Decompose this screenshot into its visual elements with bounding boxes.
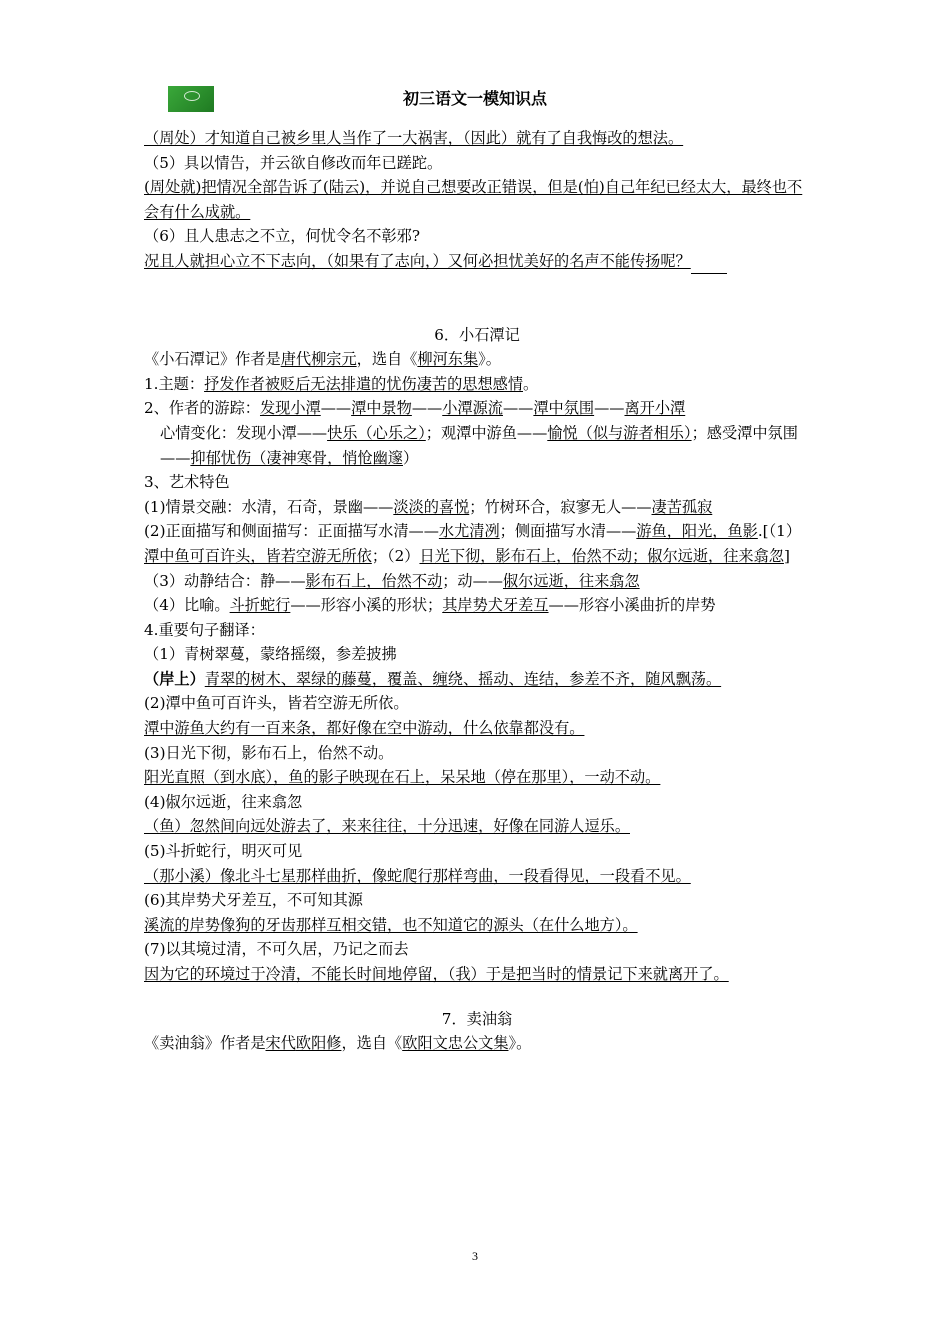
document-body bbox=[144, 126, 810, 1056]
translation-question-2: (2)潭中鱼可百许头，皆若空游无所依。 bbox=[144, 694, 409, 713]
translation-answer-4: （鱼）忽然间向远处游去了，来来往往，十分迅速，好像在同游人逗乐。 bbox=[144, 817, 630, 836]
art-item-2: (2)正面描写和侧面描写：正面描写水清——水尤清冽；侧面描写水清——游鱼，阳光，鱼影.[（1）潭中鱼可百许头，皆若空游无所依；（2）日光下彻，影布石上，佁然不动；俶尔远逝，往来翕忽] bbox=[144, 522, 802, 565]
translation-question-3: (3)日光下彻，影布石上，佁然不动。 bbox=[144, 743, 394, 762]
translation-answer-1: （岸上）青翠的树木、翠绿的藤蔓，覆盖、缠绕、摇动、连结，参差不齐，随风飘荡。 bbox=[144, 669, 722, 688]
section-7-intro: 《卖油翁》作者是宋代欧阳修，选自《欧阳文忠公文集》。 bbox=[144, 1034, 532, 1053]
page-header-title: 初三语文一模知识点 bbox=[402, 89, 547, 108]
translation-question-4: (4)俶尔远逝，往来翕忽 bbox=[144, 792, 303, 811]
section-7-title: 7．卖油翁 bbox=[441, 1009, 513, 1028]
translation-question-1: （1）青树翠蔓，蒙络摇缀，参差披拂 bbox=[144, 645, 397, 664]
prev-answer-5: (周处就)把情况全部告诉了(陆云)，并说自己想要改正错误，但是(怕)自己年纪已经太大，最终也不会有什么成就。 bbox=[144, 178, 803, 221]
art-item-1: (1)情景交融：水清，石奇，景幽——淡淡的喜悦；竹树环合，寂寥无人——凄苦孤寂 bbox=[144, 497, 713, 516]
translation-answer-6: 溪流的岸势像狗的牙齿那样互相交错，也不知道它的源头（在什么地方）。 bbox=[144, 915, 638, 934]
translation-question-5: (5)斗折蛇行，明灭可见 bbox=[144, 842, 303, 861]
prev-translation-line: （周处）才知道自己被乡里人当作了一大祸害，（因此）就有了自我悔改的想法。 bbox=[144, 129, 684, 147]
translation-title: 4.重要句子翻译： bbox=[144, 620, 265, 639]
page-number: 3 bbox=[472, 1249, 478, 1263]
translation-question-6: (6)其岸势犬牙差互，不可知其源 bbox=[144, 891, 363, 910]
section-6-intro: 《小石潭记》作者是唐代柳宗元，选自《柳河东集》。 bbox=[144, 350, 501, 369]
translation-answer-3: 阳光直照（到水底），鱼的影子映现在石上，呆呆地（停在那里），一动不动。 bbox=[144, 768, 661, 787]
art-item-4: （4）比喻。斗折蛇行——形容小溪的形状；其岸势犬牙差互——形容小溪曲折的岸势 bbox=[144, 596, 716, 615]
translation-answer-2: 潭中游鱼大约有一百来条，都好像在空中游动，什么依靠都没有。 bbox=[144, 719, 585, 738]
mood-line: 心情变化：发现小潭——快乐（心乐之）；观潭中游鱼——愉悦（似与游者相乐）；感受潭中氛围——抑郁忧伤（凄神寒骨，悄怆幽邃） bbox=[160, 423, 798, 467]
translation-answer-5: （那小溪）像北斗七星那样曲折，像蛇爬行那样弯曲，一段看得见，一段看不见。 bbox=[144, 866, 691, 885]
prev-question-5: （5）具以情告，并云欲自修改而年已蹉跎。 bbox=[144, 153, 443, 172]
section-6-title: 6．小石潭记 bbox=[434, 325, 520, 344]
prev-answer-6: 况且人就担心立不下志向，（如果有了志向，）又何必担忧美好的名声不能传扬呢？ bbox=[144, 249, 810, 274]
translation-answer-7: 因为它的环境过于冷清，不能长时间地停留，（我）于是把当时的情景记下来就离开了。 bbox=[144, 965, 729, 983]
art-title: 3、艺术特色 bbox=[144, 473, 230, 492]
theme-line: 1.主题：抒发作者被贬后无法排遣的忧伤凄苦的思想感情。 bbox=[144, 374, 539, 393]
route-line: 2、作者的游踪：发现小潭——潭中景物——小潭源流——潭中氛围——离开小潭 bbox=[144, 399, 686, 418]
translation-question-7: (7)以其境过清，不可久居，乃记之而去 bbox=[144, 940, 409, 959]
art-item-3: （3）动静结合：静——影布石上，佁然不动；动——俶尔远逝，往来翕忽 bbox=[144, 571, 640, 590]
prev-question-6: （6）且人患志之不立，何忧令名不彰邪? bbox=[144, 227, 420, 246]
